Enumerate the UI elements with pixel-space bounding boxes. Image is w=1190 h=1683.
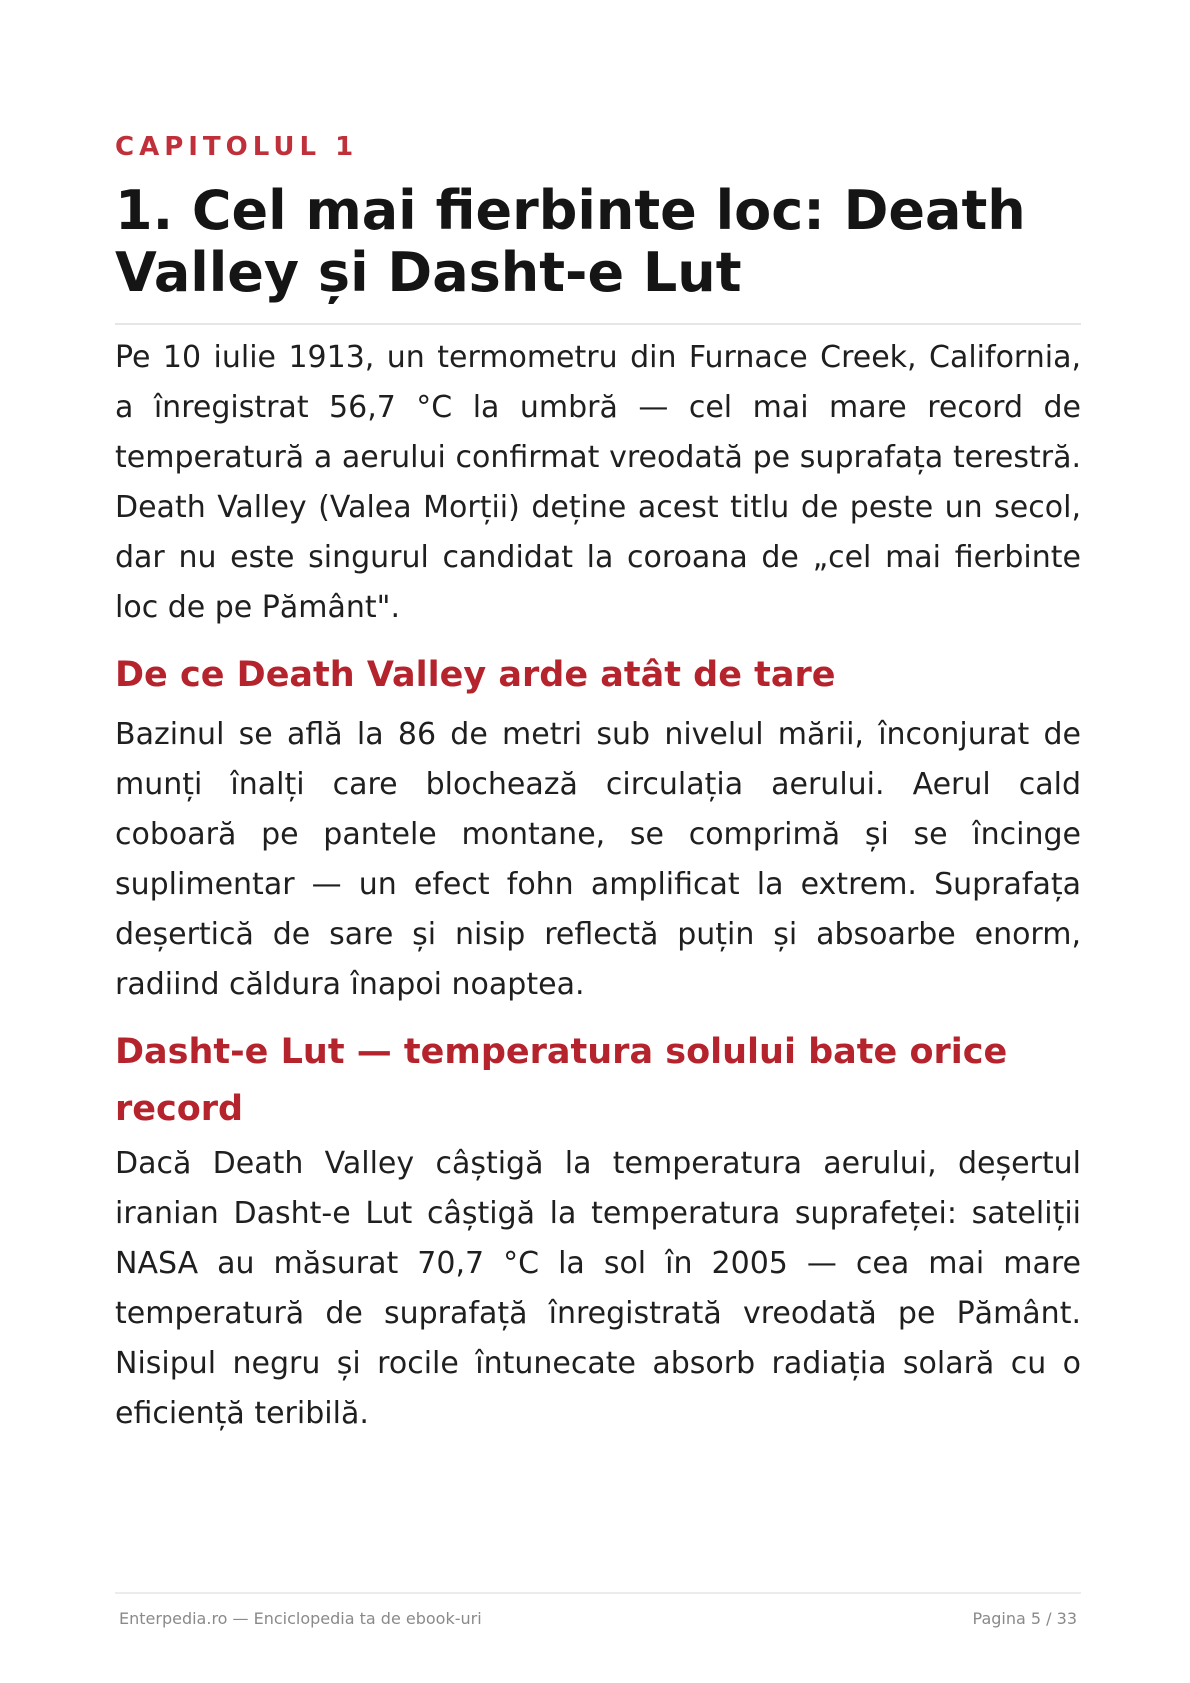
chapter-label: CAPITOLUL 1 bbox=[115, 132, 359, 162]
section-paragraph-death-valley: Bazinul se află la 86 de metri sub nivelul mării, înconjurat de munți înalți care blochează circulația aerului. Aerul cald coboară pe pantele montane, se comprimă și se încinge suplimentar — un efect fohn amplificat la extrem. Suprafața deșertică de sare și nisip reflectă puțin și absoarbe enorm, radiind căldura înapoi noaptea. bbox=[115, 717, 1081, 1002]
title-divider bbox=[115, 323, 1081, 325]
ebook-page bbox=[115, 0, 1081, 1683]
section-heading-death-valley: De ce Death Valley arde atât de tare bbox=[115, 655, 836, 695]
chapter-title: 1. Cel mai fierbinte loc: Death Valley și Dasht-e Lut bbox=[115, 179, 1026, 304]
section-paragraph-dasht-e-lut: Dacă Death Valley câștigă la temperatura aerului, deșertul iranian Dasht-e Lut câștigă la temperatura suprafeței: sateliții NASA au măsurat 70,7 °C la sol în 2005 — cea mai mare temperatură de suprafață înregistrată vreodată pe Pământ. Nisipul negru și rocile întunecate absorb radiația solară cu o eficiență teribilă. bbox=[115, 1146, 1081, 1431]
intro-paragraph: Pe 10 iulie 1913, un termometru din Furnace Creek, California, a înregistrat 56,7 °C la umbră — cel mai mare record de temperatură a aerului confirmat vreodată pe suprafața terestră. Death Valley (Valea Morții) deține acest titlu de peste un secol, dar nu este singurul candidat la coroana de „cel mai fierbinte loc de pe Pământ". bbox=[115, 340, 1081, 625]
section-heading-dasht-e-lut: Dasht-e Lut — temperatura solului bate orice record bbox=[115, 1032, 1008, 1129]
footer-divider bbox=[115, 1592, 1081, 1594]
footer-page-number: Pagina 5 / 33 bbox=[972, 1609, 1077, 1628]
footer-site-name: Enterpedia.ro — Enciclopedia ta de ebook-uri bbox=[119, 1609, 482, 1628]
